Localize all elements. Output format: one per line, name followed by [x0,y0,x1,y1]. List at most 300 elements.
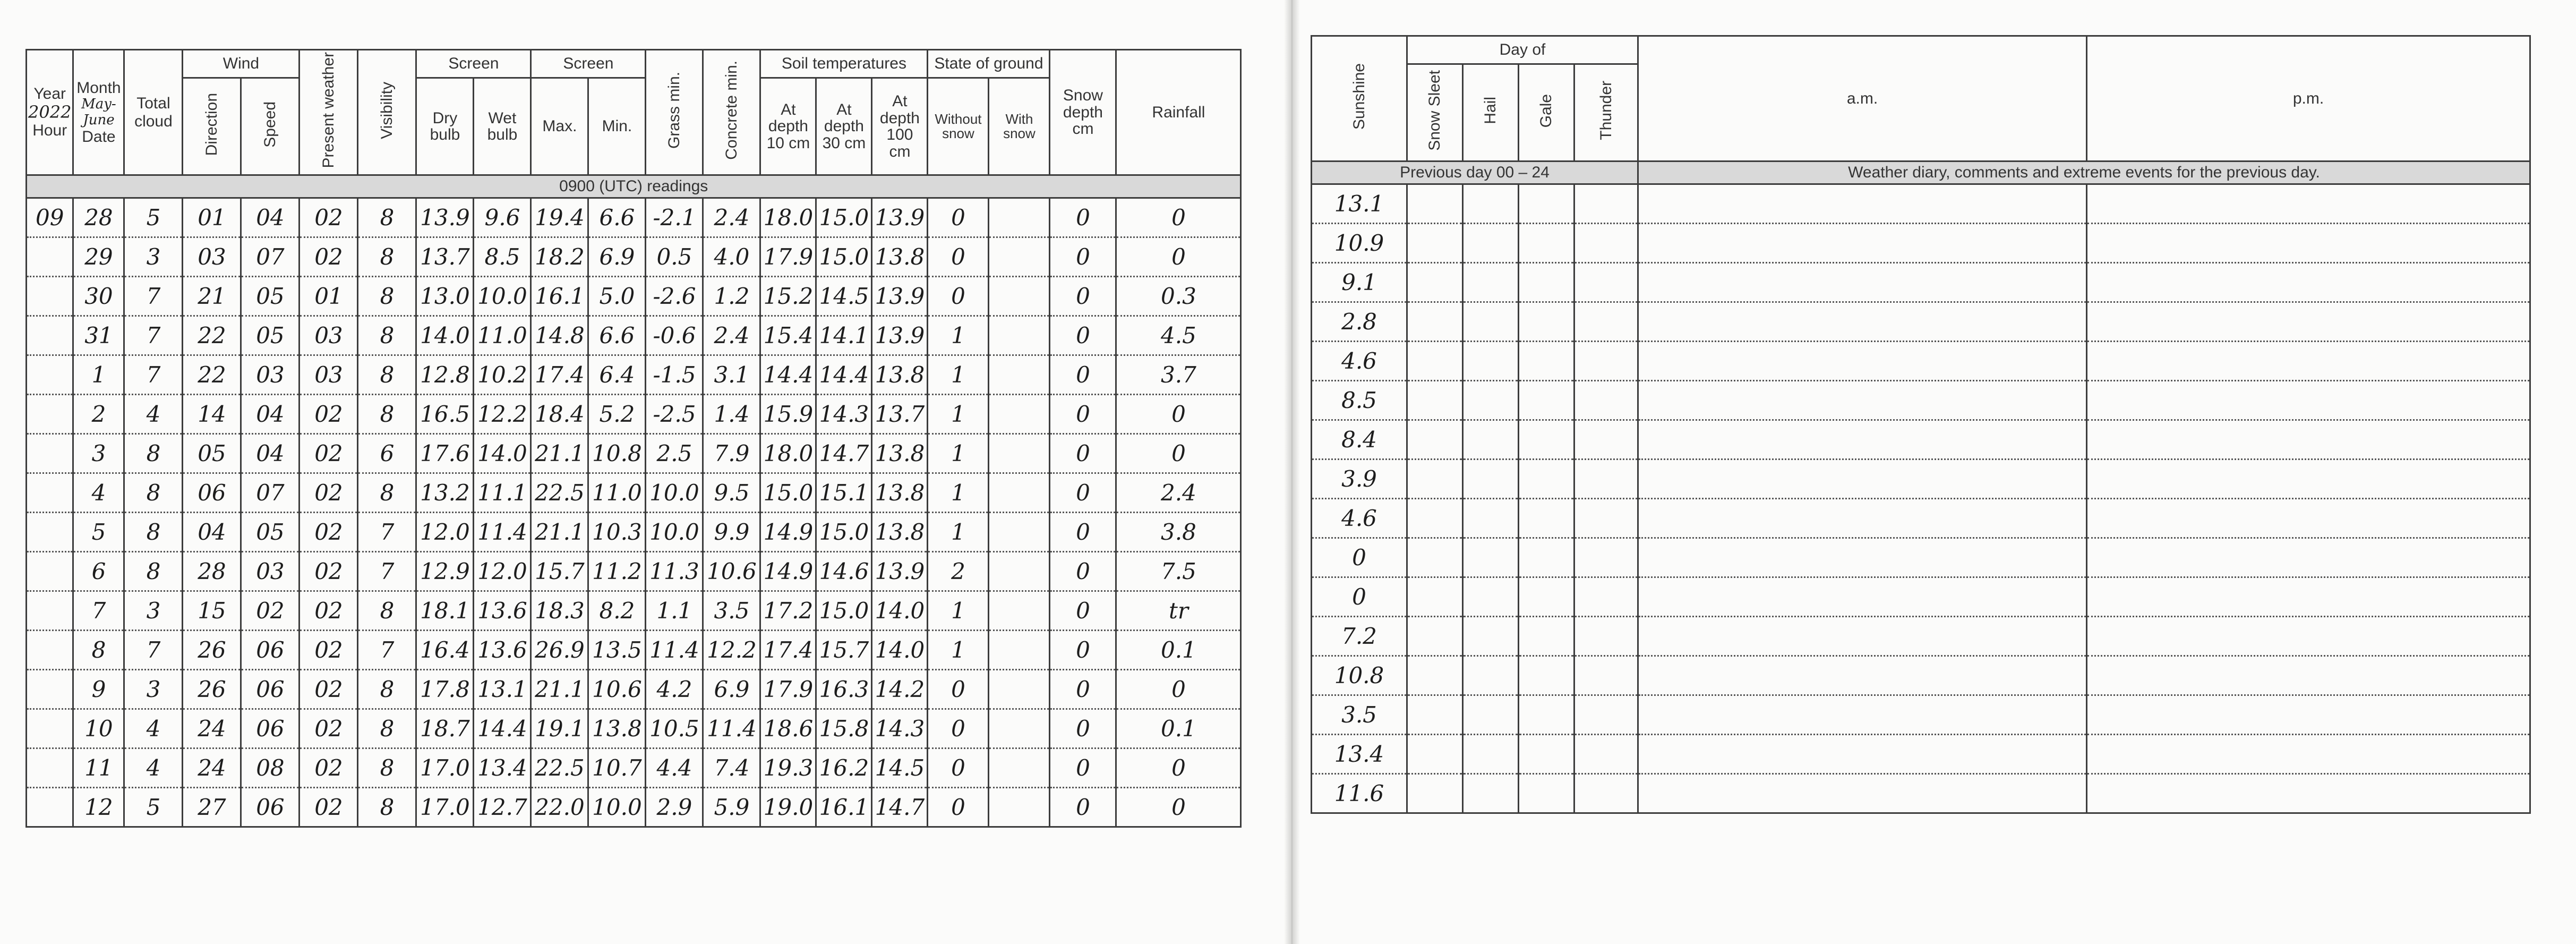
hour-cell [27,316,73,355]
soil-10cm-header: At depth 10 cm [760,78,816,175]
am-diary-cell [1638,735,2087,774]
table-row [27,552,1241,591]
soil-30cm-cell: 15.0 [816,591,872,631]
wind-direction-cell: 26 [183,631,241,670]
without-snow-cell: 1 [928,473,989,513]
table-row [1312,460,2530,499]
concrete-min-cell: 5.9 [703,788,760,827]
pm-diary-cell [2087,538,2530,577]
rainfall-cell: 3.8 [1116,513,1241,552]
visibility-cell: 7 [358,631,416,670]
cloud-cell: 7 [124,277,183,316]
soil-30cm-cell: 14.6 [816,552,872,591]
table-row [27,631,1241,670]
thunder-cell [1574,735,1638,774]
wet-bulb-cell: 13.6 [474,631,531,670]
without-snow-cell: 1 [928,513,989,552]
max-cell: 15.7 [531,552,588,591]
present-weather-cell: 02 [299,237,358,277]
am-diary-cell [1638,381,2087,420]
sunshine-header: Sunshine [1312,36,1407,161]
wind-direction-cell: 06 [183,473,241,513]
am-diary-cell [1638,577,2087,617]
max-cell: 22.5 [531,749,588,788]
table-row [1312,342,2530,381]
month-date-header: Month May-June Date [73,50,124,175]
wind-speed-cell: 05 [241,277,299,316]
table-row [1312,617,2530,656]
grass-min-cell: -2.5 [646,395,703,434]
pm-diary-cell [2087,224,2530,263]
wind-speed-cell: 04 [241,434,299,473]
total-cloud-header: Total cloud [124,50,183,175]
table-row [27,473,1241,513]
thunder-cell [1574,695,1638,735]
cloud-cell: 5 [124,788,183,827]
cloud-cell: 8 [124,473,183,513]
dry-bulb-cell: 12.9 [416,552,474,591]
snow-sleet-cell [1407,735,1463,774]
soil-100cm-cell: 13.8 [872,513,928,552]
soil-30cm-cell: 16.2 [816,749,872,788]
am-diary-cell [1638,617,2087,656]
with-snow-cell [989,473,1050,513]
dry-bulb-cell: 12.0 [416,513,474,552]
with-snow-cell [989,395,1050,434]
hour-cell [27,670,73,709]
visibility-cell: 8 [358,316,416,355]
table-row [1312,656,2530,695]
gale-cell [1519,302,1574,342]
concrete-min-cell: 1.2 [703,277,760,316]
visibility-cell: 8 [358,237,416,277]
with-snow-cell [989,788,1050,827]
thunder-cell [1574,342,1638,381]
snow-depth-cell: 0 [1050,355,1116,395]
grass-min-cell: 11.3 [646,552,703,591]
rainfall-cell: 0.1 [1116,709,1241,749]
present-weather-cell: 02 [299,788,358,827]
visibility-cell: 7 [358,552,416,591]
without-snow-cell: 0 [928,277,989,316]
soil-10cm-cell: 18.6 [760,709,816,749]
date-cell: 4 [73,473,124,513]
soil-10cm-cell: 14.4 [760,355,816,395]
table-row [27,316,1241,355]
without-snow-cell: 0 [928,670,989,709]
rainfall-cell: tr [1116,591,1241,631]
min-cell: 8.2 [588,591,646,631]
soil-30cm-cell: 14.7 [816,434,872,473]
snow-depth-header: Snow depth cm [1050,50,1116,175]
wind-direction-cell: 05 [183,434,241,473]
soil-30cm-cell: 15.0 [816,198,872,237]
date-cell: 31 [73,316,124,355]
table-row [27,198,1241,237]
hour-cell [27,552,73,591]
soil-100cm-cell: 14.3 [872,709,928,749]
without-snow-cell: 1 [928,395,989,434]
snow-depth-cell: 0 [1050,434,1116,473]
cloud-cell: 8 [124,513,183,552]
gale-cell [1519,499,1574,538]
wet-bulb-cell: 13.6 [474,591,531,631]
date-cell: 1 [73,355,124,395]
sunshine-cell: 9.1 [1312,263,1407,302]
table-row [1312,735,2530,774]
grass-min-cell: -2.1 [646,198,703,237]
with-snow-cell [989,355,1050,395]
dry-bulb-cell: 13.9 [416,198,474,237]
grass-min-header: Grass min. [646,50,703,175]
concrete-min-cell: 1.4 [703,395,760,434]
thunder-cell [1574,263,1638,302]
am-diary-cell [1638,460,2087,499]
sunshine-cell: 11.6 [1312,774,1407,813]
soil-30cm-cell: 15.0 [816,513,872,552]
gale-header: Gale [1519,64,1574,161]
with-snow-cell [989,434,1050,473]
visibility-cell: 6 [358,434,416,473]
present-weather-cell: 02 [299,749,358,788]
visibility-cell: 8 [358,355,416,395]
thunder-cell [1574,656,1638,695]
soil-10cm-cell: 14.9 [760,552,816,591]
visibility-cell: 8 [358,473,416,513]
concrete-min-cell: 3.1 [703,355,760,395]
max-cell: 19.1 [531,709,588,749]
gale-cell [1519,617,1574,656]
hail-cell [1463,656,1519,695]
pm-diary-cell [2087,263,2530,302]
screen-bulb-header: Screen [416,50,531,78]
wind-speed-cell: 03 [241,552,299,591]
wind-direction-cell: 24 [183,749,241,788]
snow-depth-cell: 0 [1050,473,1116,513]
max-cell: 16.1 [531,277,588,316]
hour-cell [27,434,73,473]
sunshine-cell: 2.8 [1312,302,1407,342]
pm-diary-cell [2087,302,2530,342]
cloud-cell: 7 [124,631,183,670]
rainfall-cell: 0 [1116,670,1241,709]
gale-cell [1519,538,1574,577]
rainfall-cell: 0 [1116,395,1241,434]
am-diary-cell [1638,774,2087,813]
wet-bulb-cell: 9.6 [474,198,531,237]
present-weather-cell: 02 [299,631,358,670]
am-diary-cell [1638,263,2087,302]
wet-bulb-cell: 13.1 [474,670,531,709]
table-row [1312,538,2530,577]
min-cell: 6.6 [588,316,646,355]
rainfall-cell: 3.7 [1116,355,1241,395]
hail-cell [1463,538,1519,577]
grass-min-cell: 10.5 [646,709,703,749]
cloud-cell: 7 [124,355,183,395]
soil-100cm-header: At depth 100 cm [872,78,928,175]
sunshine-cell: 7.2 [1312,617,1407,656]
dry-bulb-cell: 12.8 [416,355,474,395]
soil-100cm-cell: 13.8 [872,473,928,513]
pm-diary-cell [2087,577,2530,617]
wind-speed-cell: 05 [241,316,299,355]
grass-min-cell: 2.9 [646,788,703,827]
concrete-min-cell: 3.5 [703,591,760,631]
concrete-min-cell: 9.9 [703,513,760,552]
wind-speed-cell: 06 [241,709,299,749]
soil-temperatures-header: Soil temperatures [760,50,928,78]
snow-depth-cell: 0 [1050,513,1116,552]
wind-speed-cell: 07 [241,237,299,277]
table-row [27,670,1241,709]
date-cell: 29 [73,237,124,277]
sunshine-cell: 3.5 [1312,695,1407,735]
gale-cell [1519,224,1574,263]
min-cell: 11.2 [588,552,646,591]
cloud-cell: 8 [124,434,183,473]
present-weather-cell: 02 [299,552,358,591]
sunshine-cell: 10.8 [1312,656,1407,695]
grass-min-cell: 4.4 [646,749,703,788]
min-cell: 10.3 [588,513,646,552]
diary-band: Weather diary, comments and extreme events for the previous day. [1638,161,2530,184]
without-snow-cell: 0 [928,198,989,237]
snow-depth-cell: 0 [1050,316,1116,355]
snow-sleet-cell [1407,184,1463,224]
snow-sleet-cell [1407,224,1463,263]
wet-bulb-cell: 11.0 [474,316,531,355]
thunder-cell [1574,302,1638,342]
cloud-cell: 4 [124,395,183,434]
dry-bulb-cell: 17.0 [416,749,474,788]
snow-depth-cell: 0 [1050,198,1116,237]
table-row [1312,302,2530,342]
rainfall-cell: 0.1 [1116,631,1241,670]
snow-sleet-cell [1407,617,1463,656]
visibility-cell: 8 [358,591,416,631]
date-cell: 9 [73,670,124,709]
hour-cell [27,473,73,513]
without-snow-cell: 1 [928,316,989,355]
with-snow-cell [989,198,1050,237]
wind-direction-cell: 14 [183,395,241,434]
month-value: May-June [81,96,116,128]
wind-speed-cell: 07 [241,473,299,513]
wind-speed-cell: 06 [241,631,299,670]
max-cell: 21.1 [531,513,588,552]
soil-10cm-cell: 14.9 [760,513,816,552]
wet-bulb-cell: 10.0 [474,277,531,316]
without-snow-cell: 2 [928,552,989,591]
grass-min-cell: 1.1 [646,591,703,631]
hour-cell [27,395,73,434]
gale-cell [1519,577,1574,617]
max-header: Max. [531,78,588,175]
pm-diary-cell [2087,381,2530,420]
readings-band: 0900 (UTC) readings [27,175,1241,198]
dry-bulb-header: Dry bulb [416,78,474,175]
wind-direction-cell: 22 [183,316,241,355]
cloud-cell: 4 [124,709,183,749]
gale-cell [1519,184,1574,224]
sunshine-cell: 4.6 [1312,499,1407,538]
wind-speed-cell: 03 [241,355,299,395]
without-snow-cell: 0 [928,749,989,788]
hail-cell [1463,774,1519,813]
dry-bulb-cell: 16.4 [416,631,474,670]
present-weather-cell: 02 [299,709,358,749]
snow-sleet-header: Snow Sleet [1407,64,1463,161]
concrete-min-cell: 7.9 [703,434,760,473]
snow-depth-cell: 0 [1050,277,1116,316]
with-snow-cell [989,316,1050,355]
snow-depth-cell: 0 [1050,552,1116,591]
wind-speed-cell: 08 [241,749,299,788]
soil-30cm-cell: 14.5 [816,277,872,316]
dry-bulb-cell: 13.0 [416,277,474,316]
concrete-min-cell: 6.9 [703,670,760,709]
thunder-cell [1574,184,1638,224]
wet-bulb-cell: 12.2 [474,395,531,434]
snow-depth-cell: 0 [1050,237,1116,277]
date-cell: 2 [73,395,124,434]
rainfall-cell: 0 [1116,434,1241,473]
snow-sleet-cell [1407,695,1463,735]
min-header: Min. [588,78,646,175]
date-cell: 7 [73,591,124,631]
without-snow-cell: 1 [928,591,989,631]
table-row [1312,420,2530,460]
thunder-header: Thunder [1574,64,1638,161]
observation-table [25,49,1242,828]
without-snow-cell: 0 [928,237,989,277]
hail-cell [1463,695,1519,735]
gale-cell [1519,656,1574,695]
table-row [27,788,1241,827]
thunder-cell [1574,577,1638,617]
present-weather-cell: 02 [299,473,358,513]
hail-cell [1463,381,1519,420]
present-weather-cell: 02 [299,591,358,631]
wind-speed-cell: 04 [241,395,299,434]
concrete-min-cell: 2.4 [703,198,760,237]
rainfall-header: Rainfall [1116,50,1241,175]
sunshine-cell: 8.4 [1312,420,1407,460]
rainfall-cell: 0 [1116,749,1241,788]
wind-speed-cell: 05 [241,513,299,552]
soil-10cm-cell: 15.9 [760,395,816,434]
min-cell: 6.4 [588,355,646,395]
cloud-cell: 5 [124,198,183,237]
snow-depth-cell: 0 [1050,709,1116,749]
pm-diary-cell [2087,656,2530,695]
soil-100cm-cell: 14.0 [872,591,928,631]
pm-diary-cell [2087,460,2530,499]
grass-min-cell: 4.2 [646,670,703,709]
wind-direction-cell: 28 [183,552,241,591]
wind-direction-cell: 27 [183,788,241,827]
hail-cell [1463,342,1519,381]
am-diary-cell [1638,224,2087,263]
hail-cell [1463,184,1519,224]
visibility-cell: 8 [358,277,416,316]
am-diary-cell [1638,499,2087,538]
table-row [1312,263,2530,302]
table-row [27,591,1241,631]
snow-sleet-cell [1407,381,1463,420]
wet-bulb-cell: 11.4 [474,513,531,552]
hail-cell [1463,735,1519,774]
grass-min-cell: 10.0 [646,513,703,552]
date-cell: 28 [73,198,124,237]
hour-cell [27,237,73,277]
sunshine-cell: 13.4 [1312,735,1407,774]
book-gutter [1284,0,1300,944]
diary-table [1311,35,2531,814]
grass-min-cell: -1.5 [646,355,703,395]
visibility-cell: 7 [358,513,416,552]
soil-10cm-cell: 17.2 [760,591,816,631]
present-weather-cell: 02 [299,434,358,473]
thunder-cell [1574,538,1638,577]
snow-sleet-cell [1407,774,1463,813]
wind-direction-cell: 21 [183,277,241,316]
soil-10cm-cell: 15.4 [760,316,816,355]
concrete-min-cell: 7.4 [703,749,760,788]
rainfall-cell: 4.5 [1116,316,1241,355]
max-cell: 22.0 [531,788,588,827]
with-snow-cell [989,277,1050,316]
dry-bulb-cell: 14.0 [416,316,474,355]
cloud-cell: 3 [124,591,183,631]
wind-speed-cell: 06 [241,670,299,709]
hour-cell [27,631,73,670]
snow-sleet-cell [1407,577,1463,617]
visibility-cell: 8 [358,709,416,749]
with-snow-cell [989,513,1050,552]
pm-header: p.m. [2087,36,2530,161]
with-snow-cell [989,591,1050,631]
hail-cell [1463,224,1519,263]
hail-cell [1463,577,1519,617]
hail-cell [1463,499,1519,538]
with-snow-cell [989,749,1050,788]
dry-bulb-cell: 16.5 [416,395,474,434]
max-cell: 22.5 [531,473,588,513]
soil-30cm-header: At depth 30 cm [816,78,872,175]
hail-cell [1463,420,1519,460]
table-row [1312,184,2530,224]
hail-header: Hail [1463,64,1519,161]
date-cell: 12 [73,788,124,827]
table-row [27,237,1241,277]
thunder-cell [1574,381,1638,420]
wind-direction-cell: 24 [183,709,241,749]
wet-bulb-cell: 14.0 [474,434,531,473]
day-of-header: Day of [1407,36,1638,64]
wind-speed-cell: 04 [241,198,299,237]
visibility-header: Visibility [358,50,416,175]
soil-10cm-cell: 18.0 [760,198,816,237]
without-snow-cell: 0 [928,709,989,749]
hour-cell [27,749,73,788]
am-diary-cell [1638,420,2087,460]
wet-bulb-cell: 12.0 [474,552,531,591]
grass-min-cell: 2.5 [646,434,703,473]
thunder-cell [1574,224,1638,263]
without-snow-cell: 1 [928,631,989,670]
